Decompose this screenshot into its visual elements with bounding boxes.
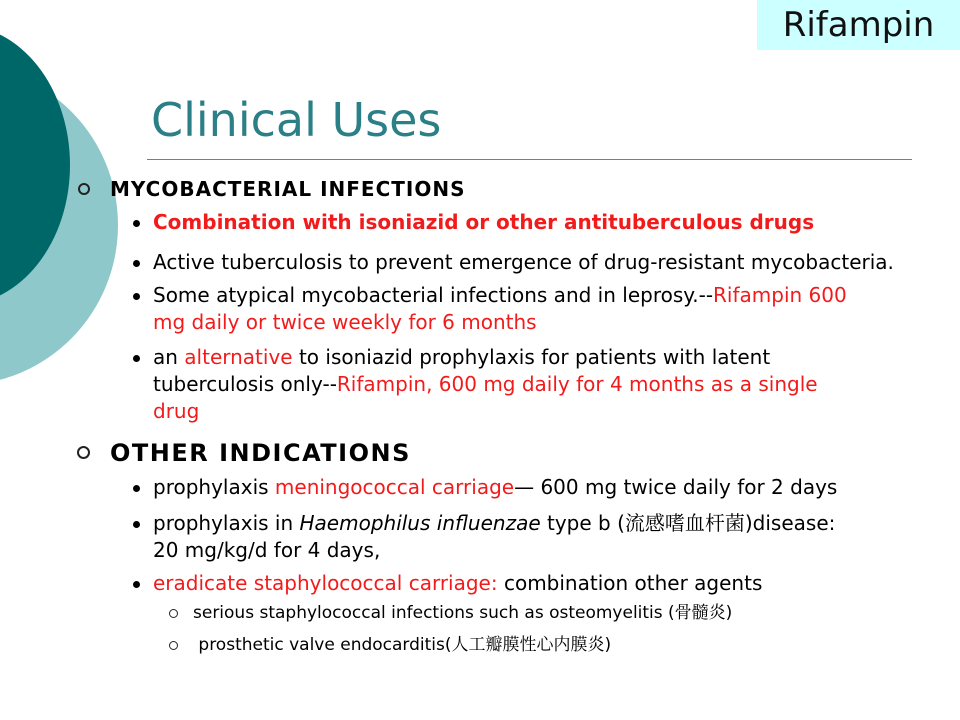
- text-line: [153, 309, 847, 336]
- text-line: [153, 371, 818, 398]
- sub-item-text: serious staphylococcal infections such as osteomyelitis (骨髓炎): [193, 603, 733, 623]
- filled-circle-bullet-icon: [133, 293, 140, 300]
- item-text: type b (流感嗜血杆菌)disease:: [540, 511, 836, 535]
- item-text: prophylaxis in: [153, 511, 300, 535]
- hollow-circle-bullet-icon: [77, 446, 90, 459]
- section-heading-other-indications: [110, 438, 411, 468]
- text-line: [153, 537, 835, 564]
- item-text-emphasis: mg daily or twice weekly for 6 months: [153, 310, 537, 334]
- list-item: [153, 249, 894, 276]
- list-item: [153, 209, 814, 236]
- hollow-circle-bullet-icon: [169, 641, 178, 650]
- item-text-emphasis: Rifampin, 600 mg daily for 4 months as a single: [336, 372, 818, 396]
- slide-title: Clinical Uses: [151, 93, 442, 147]
- sub-item-text: prosthetic valve endocarditis(人工瓣膜性心内膜炎): [193, 635, 612, 655]
- filled-circle-bullet-icon: [133, 220, 140, 227]
- text-line: [153, 510, 835, 537]
- list-item: [153, 474, 837, 501]
- list-item: [153, 282, 847, 336]
- list-item: [153, 510, 835, 564]
- section-heading-text: OTHER INDICATIONS: [110, 439, 411, 467]
- text-line: [153, 398, 818, 425]
- drug-name-tag: [757, 0, 960, 50]
- list-item: [153, 344, 818, 425]
- item-text: to isoniazid prophylaxis for patients with latent: [292, 345, 771, 369]
- item-text: Some atypical mycobacterial infections and in leprosy.--: [153, 283, 714, 307]
- text-line: [153, 209, 814, 236]
- sub-list-item: [193, 601, 732, 625]
- text-line: [153, 344, 818, 371]
- item-text-italic: Haemophilus influenzae: [299, 511, 541, 535]
- item-text: prophylaxis: [153, 475, 275, 499]
- drug-name-label: Rifampin: [782, 5, 935, 45]
- filled-circle-bullet-icon: [133, 485, 140, 492]
- item-text-emphasis: meningococcal carriage: [274, 475, 515, 499]
- text-line: [153, 570, 762, 597]
- section-heading-text: MYCOBACTERIAL INFECTIONS: [110, 177, 466, 201]
- filled-circle-bullet-icon: [133, 355, 140, 362]
- hollow-circle-bullet-icon: [78, 183, 90, 195]
- text-line: [153, 282, 847, 309]
- list-item: [153, 570, 763, 655]
- title-divider: [147, 159, 912, 160]
- item-text-emphasis: Rifampin 600: [713, 283, 847, 307]
- item-text: 20 mg/kg/d for 4 days,: [153, 538, 381, 562]
- filled-circle-bullet-icon: [133, 521, 140, 528]
- item-text: an: [153, 345, 185, 369]
- sub-list-item: [193, 633, 611, 657]
- text-line: [193, 601, 732, 625]
- hollow-circle-bullet-icon: [169, 609, 178, 618]
- item-text: — 600 mg twice daily for 2 days: [514, 475, 838, 499]
- item-text: tuberculosis only--: [153, 372, 337, 396]
- text-line: [153, 474, 837, 501]
- item-text: Active tuberculosis to prevent emergence of drug-resistant mycobacteria.: [153, 250, 894, 274]
- item-text: combination other agents: [497, 571, 763, 595]
- item-text-emphasis: Combination with isoniazid or other antituberculous drugs: [153, 210, 815, 234]
- item-text-emphasis: drug: [153, 399, 200, 423]
- section-heading-mycobacterial-infections: [110, 176, 466, 203]
- text-line: [153, 249, 894, 276]
- item-text-emphasis: alternative: [184, 345, 293, 369]
- filled-circle-bullet-icon: [133, 581, 140, 588]
- item-text-emphasis: eradicate staphylococcal carriage:: [153, 571, 498, 595]
- filled-circle-bullet-icon: [133, 260, 140, 267]
- text-line: [193, 633, 611, 657]
